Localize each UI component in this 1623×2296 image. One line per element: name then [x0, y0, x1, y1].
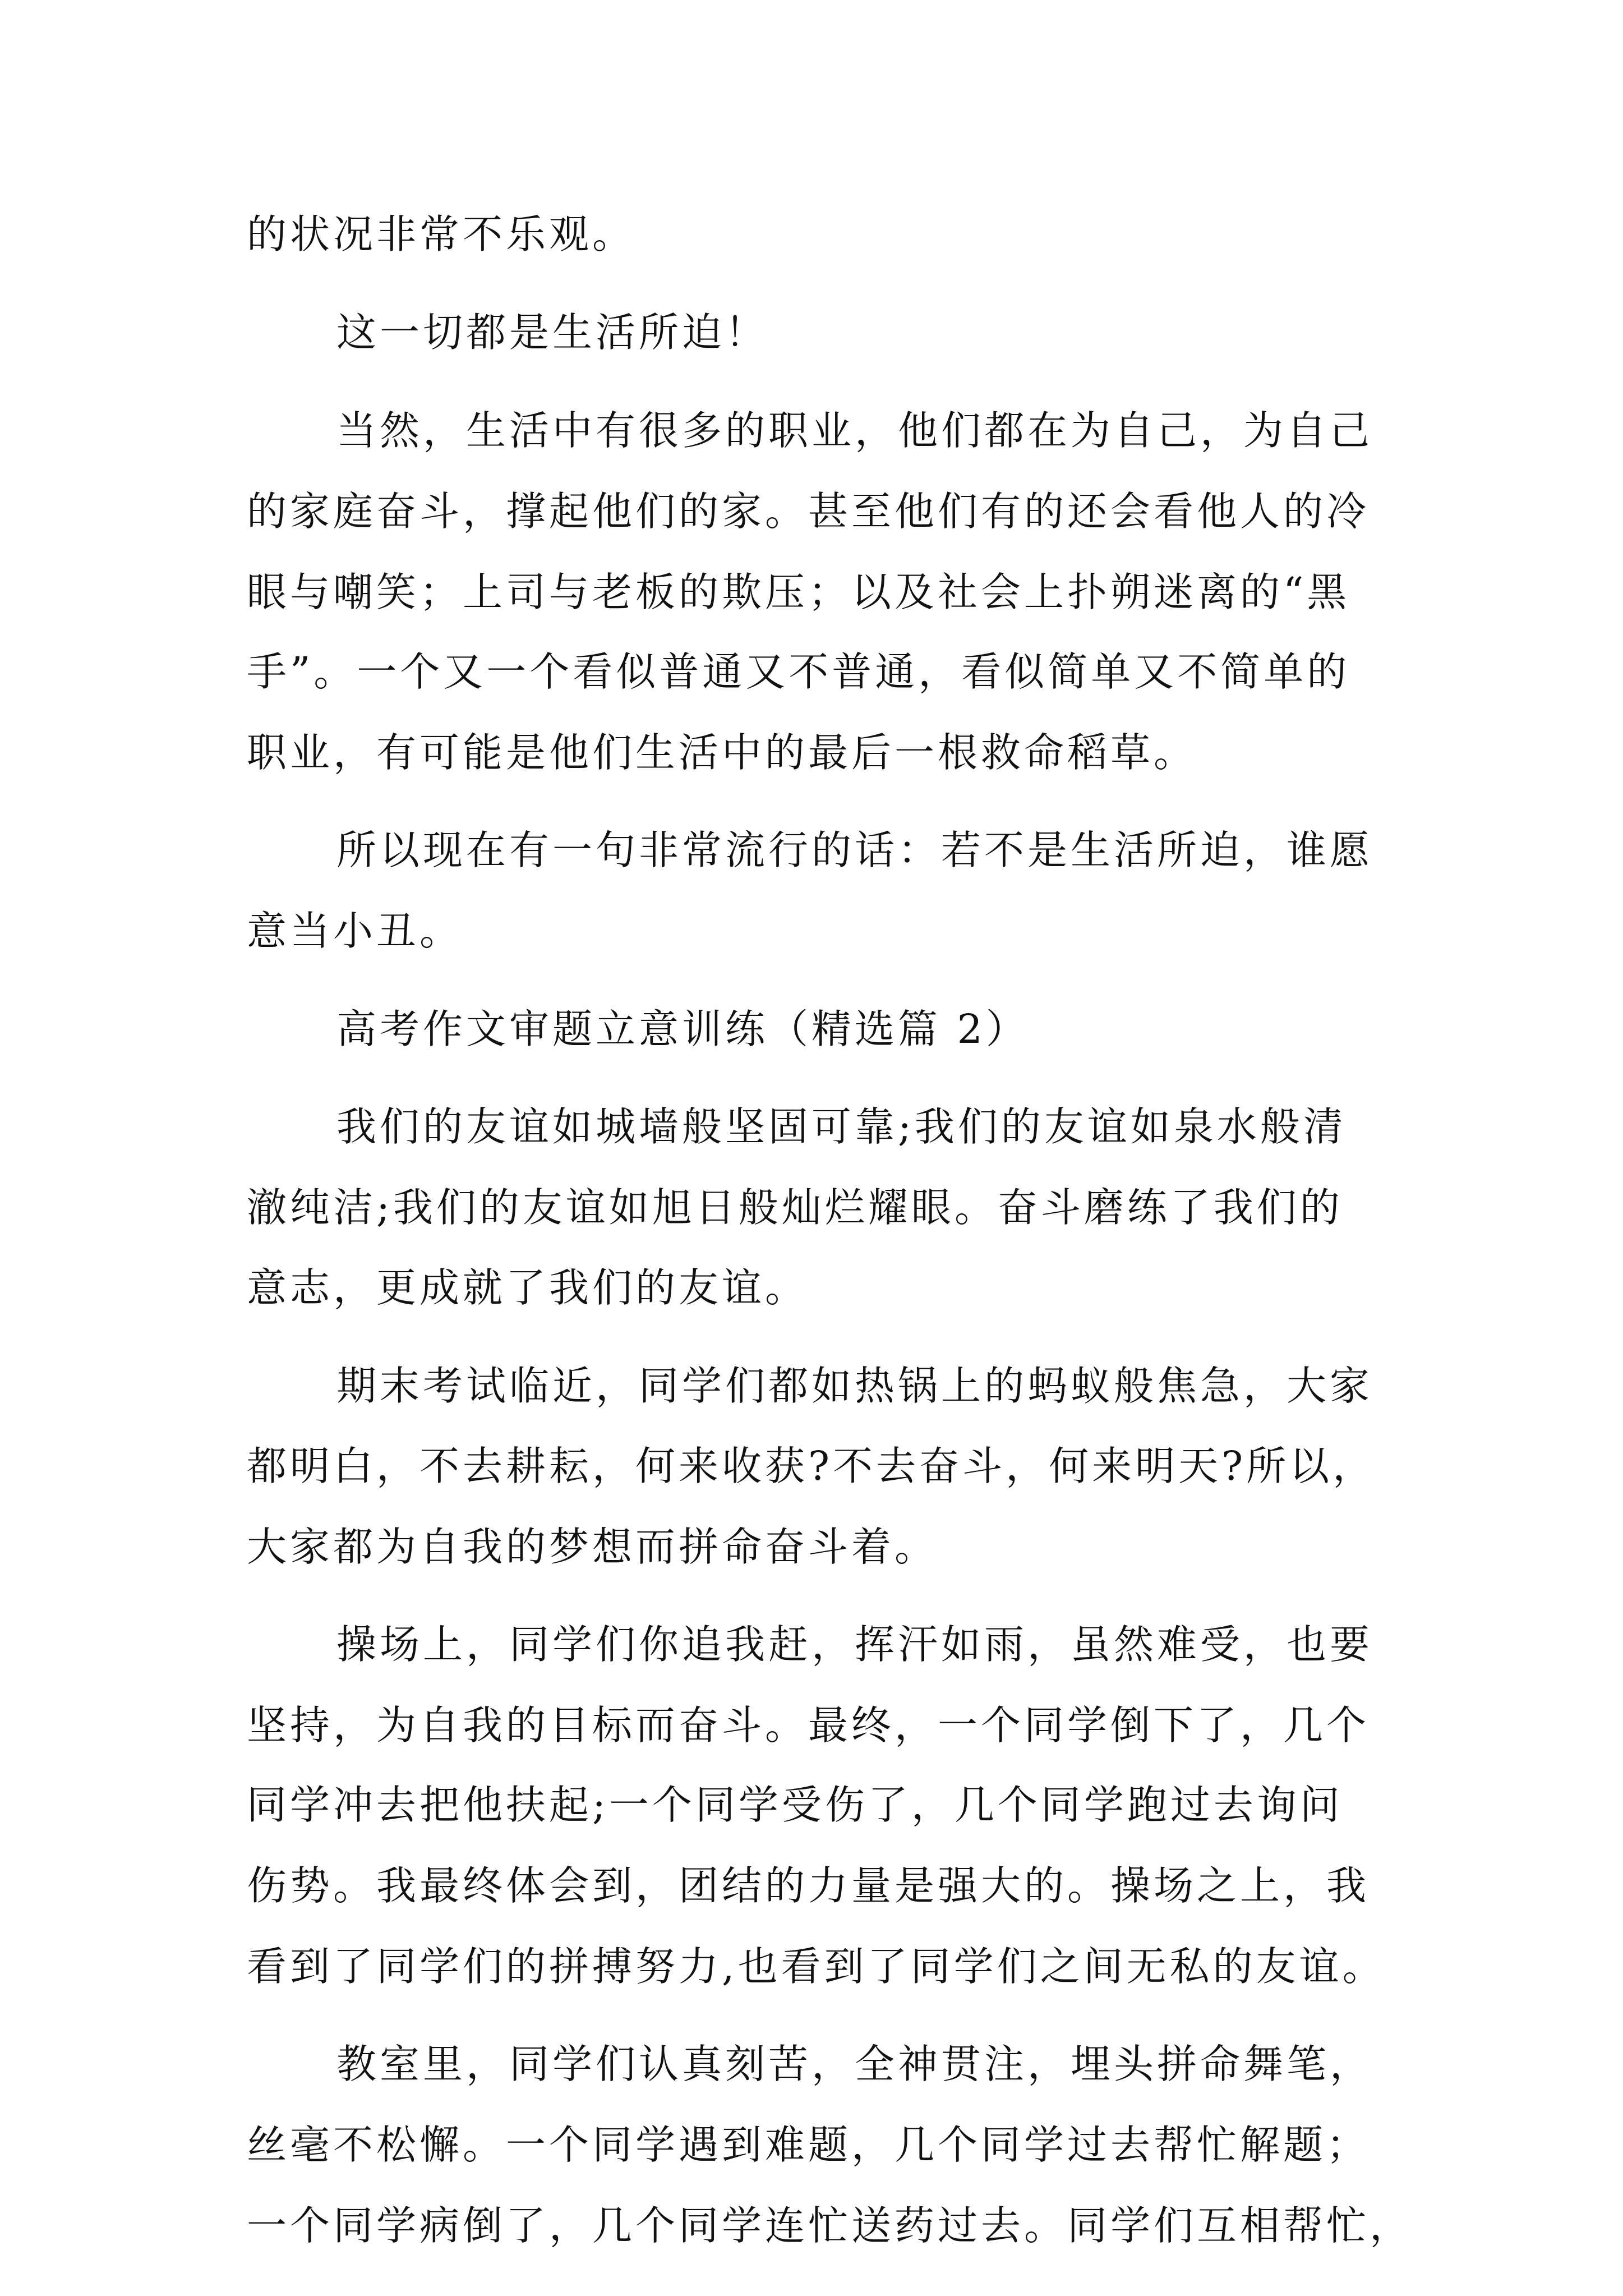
text-line: 丝毫不松懈。一个同学遇到难题，几个同学过去帮忙解题；: [247, 2122, 1370, 2168]
text-line: 这一切都是生活所迫！: [336, 309, 769, 356]
text-line: 手”。一个又一个看似普通又不普通，看似简单又不简单的: [247, 648, 1350, 695]
text-line: 同学冲去把他扶起;一个同学受伤了，几个同学跑过去询问: [247, 1782, 1343, 1828]
section-heading: 高考作文审题立意训练（精选篇 2）: [336, 1006, 1029, 1052]
text-line: 眼与嘲笑；上司与老板的欺压；以及社会上扑朔迷离的“黑: [247, 569, 1350, 615]
text-line: 期末考试临近，同学们都如热锅上的蚂蚁般焦急，大家: [336, 1363, 1373, 1409]
text-line: 大家都为自我的梦想而拼命奋斗着。: [247, 1524, 938, 1570]
text-line: 意志，更成就了我们的友谊。: [247, 1264, 809, 1311]
text-line: 伤势。我最终体会到，团结的力量是强大的。操场之上，我: [247, 1862, 1370, 1909]
text-line: 操场上，同学们你追我赶，挥汗如雨，虽然难受，也要: [336, 1621, 1373, 1668]
text-line: 的状况非常不乐观。: [247, 211, 636, 257]
text-line: 的家庭奋斗，撑起他们的家。甚至他们有的还会看他人的冷: [247, 488, 1370, 535]
text-line: 坚持，为自我的目标而奋斗。最终，一个同学倒下了，几个: [247, 1702, 1370, 1749]
text-line: 看到了同学们的拼搏努力,也看到了同学们之间无私的友谊。: [247, 1943, 1386, 1990]
text-line: 教室里，同学们认真刻苦，全神贯注，埋头拼命舞笔，: [336, 2041, 1373, 2087]
text-line: 澈纯洁;我们的友谊如旭日般灿烂耀眼。奋斗磨练了我们的: [247, 1184, 1343, 1231]
text-line: 意当小丑。: [247, 908, 463, 954]
text-line: 当然，生活中有很多的职业，他们都在为自己，为自己: [336, 407, 1373, 454]
text-line: 我们的友谊如城墙般坚固可靠;我们的友谊如泉水般清: [336, 1103, 1347, 1150]
text-line: 一个同学病倒了，几个同学连忙送药过去。同学们互相帮忙，: [247, 2202, 1413, 2249]
text-line: 所以现在有一句非常流行的话：若不是生活所迫，谁愿: [336, 827, 1373, 873]
text-line: 都明白，不去耕耘，何来收获?不去奋斗，何来明天?所以，: [247, 1443, 1376, 1489]
text-line: 职业，有可能是他们生活中的最后一根救命稻草。: [247, 729, 1197, 776]
